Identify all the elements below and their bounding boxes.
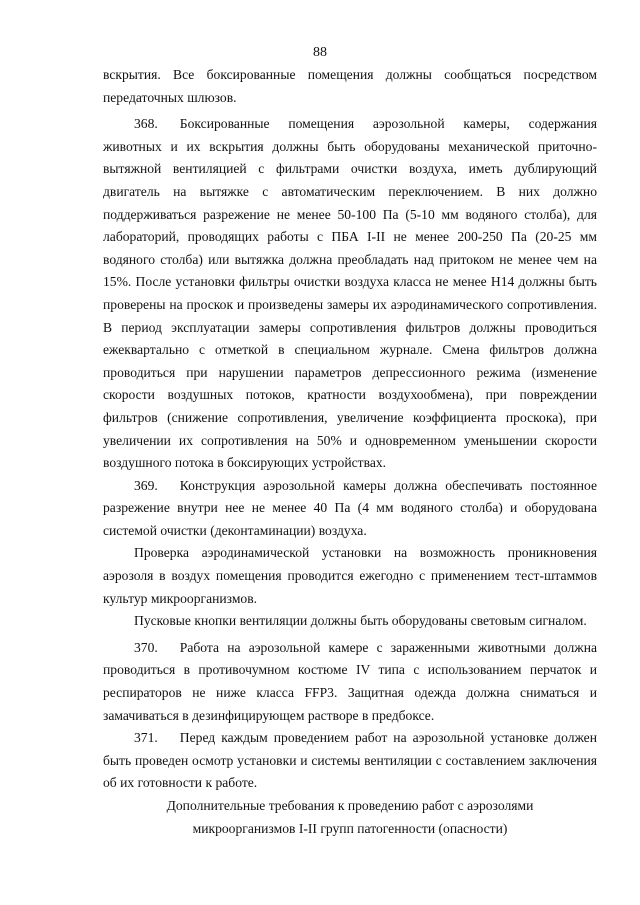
section-heading-line1: Дополнительные требования к проведению работ с аэрозолями [166,798,534,813]
page-number: 88 [313,45,327,60]
section-heading [103,795,597,840]
paragraph-aerosol-check [103,542,597,610]
paragraph-370 [103,637,597,727]
paragraph-number: 368. [134,116,158,132]
paragraph-368 [103,113,597,475]
paragraph-text: Работа на аэрозольной камере с зараженными животными должна проводиться в противочумном костюме IV типа с использованием перчаток и респираторов не ниже класса FFP3. Защитная одежда должна сниматься и замачиваться в дезинфицирующем растворе в предбоксе. [103,639,597,723]
document-body [103,64,597,840]
paragraph-start-buttons [103,610,597,633]
paragraph-text: Перед каждым проведением работ на аэрозольной установке должен быть проведен осмотр установки и системы вентиляции с составлением заключения об их готовности к работе. [103,730,597,791]
paragraph-text: Конструкция аэрозольной камеры должна обеспечивать постоянное разрежение внутри нее не менее 40 Па (4 мм водяного столба) и оборудована системой очистки (деконтаминации) воздуха. [103,477,597,538]
paragraph-text: вскрытия. Все боксированные помещения должны сообщаться посредством передаточных шлюзов. [103,67,597,105]
paragraph-number: 369. [134,477,158,493]
section-heading-line2: микроорганизмов I-II групп патогенности (опасности) [192,820,508,836]
paragraph-371 [103,727,597,795]
paragraph-text: Проверка аэродинамической установки на возможность проникновения аэрозоля в воздух помещения проводится ежегодно с применением тест-штаммов культур микроорганизмов. [103,545,597,606]
paragraph-text: Пусковые кнопки вентиляции должны быть оборудованы световым сигналом. [134,613,587,629]
paragraph-continuation [103,64,597,109]
paragraph-text: Боксированные помещения аэрозольной камеры, содержания животных и их вскрытия должны быть оборудованы механической приточно-вытяжной вентиляцией с фильтрами очистки воздуха, иметь дублирующий двигатель на вытяжке с автоматическим переключением. В них должно поддерживаться разрежение не менее 50-100 Па (5-10 мм водяного столба), для лабораторий, проводящих работы с ПБА I-II не менее 200-250 Па (20-25 мм водяного столба) или вытяжка должна преобладать над притоком не менее чем на 15%. После установки фильтры очистки воздуха класса не менее Н14 должны быть проверены на проскок и произведены замеры их аэродинамического сопротивления. В период эксплуатации замеры сопротивления фильтров должны проводиться ежеквартально с отметкой в специальном журнале. Смена фильтров должна проводиться при нарушении параметров депрессионного режима (изменение скорости воздушных потоков, кратности воздухообмена), при повреждении фильтров (снижение сопротивления, увеличение коэффициента проскока), при увеличении их сопротивления на 50% и одновременном уменьшении скорости воздушного потока в боксирующих устройствах. [103,116,597,471]
paragraph-number: 371. [134,730,158,746]
paragraph-number: 370. [134,639,158,655]
paragraph-369 [103,475,597,543]
